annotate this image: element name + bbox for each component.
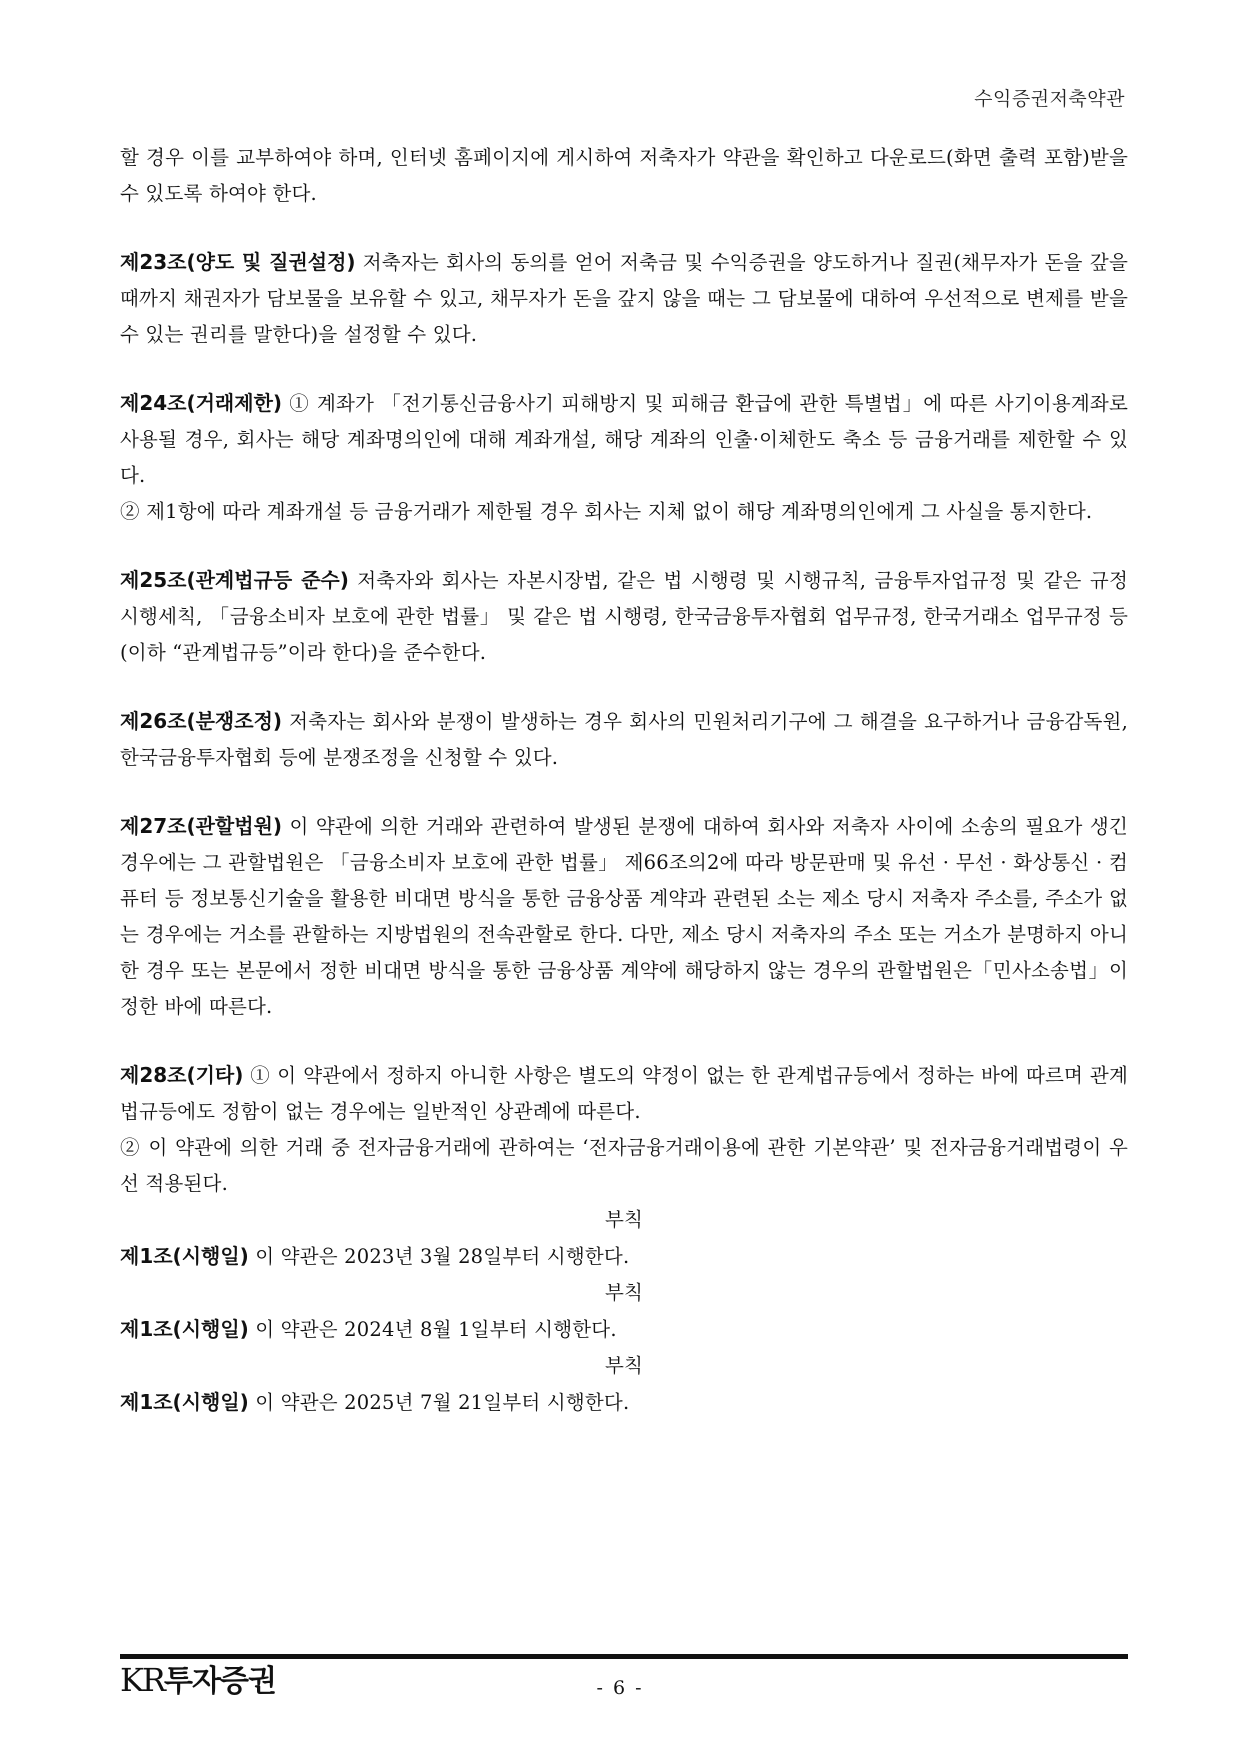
article-24-title: 제24조(거래제한) [120,391,283,415]
addendum-3-title: 제1조(시행일) [120,1390,249,1414]
article-26 [120,703,1128,776]
addendum-3 [120,1384,1128,1421]
article-28 [120,1057,1128,1130]
addendum-1-text: 이 약관은 2023년 3월 28일부터 시행한다. [255,1245,630,1268]
article-24-para-2: ② 제1항에 따라 계좌개설 등 금융거래가 제한될 경우 회사는 지체 없이 해당 계좌명의인에게 그 사실을 통지한다. [120,500,1093,523]
article-27-text: 이 약관에 의한 거래와 관련하여 발생된 분쟁에 대하여 회사와 저축자 사이에 소송의 필요가 생긴 경우에는 그 관할법원은 「금융소비자 보호에 관한 법률」 제66조의2에 따라 방문판매 및 유선 · 무선 · 화상통신 · 컴퓨터 등 정보통신기술을 활용한 비대면 방식을 통한 금융상품 계약과 관련된 소는 제소 당시 저축자 주소를, 주소가 없는 경우에는 거소를 관할하는 지방법원의 전속관할로 한다. 다만, 제소 당시 저축자의 주소 또는 거소가 분명하지 아니한 경우 또는 본문에서 정한 비대면 방식을 통한 금융상품 계약에 해당하지 않는 경우의 관할법원은「민사소송법」이 정한 바에 따른다. [120,815,1129,1018]
article-26-title: 제26조(분쟁조정) [120,709,283,733]
addendum-1 [120,1238,1128,1275]
addendum-3-heading: 부칙 [604,1354,644,1377]
addendum-2 [120,1311,1128,1348]
article-25-text: 저축자와 회사는 자본시장법, 같은 법 시행령 및 시행규칙, 금융투자업규정 및 같은 규정 시행세칙, 「금융소비자 보호에 관한 법률」 및 같은 법 시행령, 한국금융투자협회 업무규정, 한국거래소 업무규정 등(이하 “관계법규등”이라 한다)을 준수한다. [120,569,1128,664]
page-number: - 6 - [596,1677,644,1699]
intro-paragraph: 할 경우 이를 교부하여야 하며, 인터넷 홈페이지에 게시하여 저축자가 약관을 확인하고 다운로드(화면 출력 포함)받을 수 있도록 하여야 한다. [120,146,1128,205]
article-25-title: 제25조(관계법규등 준수) [120,568,349,592]
addendum-3-text: 이 약관은 2025년 7월 21일부터 시행한다. [255,1391,630,1414]
addendum-1-title: 제1조(시행일) [120,1244,249,1268]
article-28-title: 제28조(기타) [120,1063,244,1087]
article-27 [120,808,1128,1025]
article-23-title: 제23조(양도 및 질권설정) [120,250,356,274]
footer-divider [120,1654,1128,1659]
article-28-para-1: ① 이 약관에서 정하지 아니한 사항은 별도의 약정이 없는 한 관계법규등에서 정하는 바에 따르며 관계법규등에도 정함이 없는 경우에는 일반적인 상관례에 따른다. [120,1064,1128,1123]
article-27-title: 제27조(관할법원) [120,814,283,838]
article-26-text: 저축자는 회사와 분쟁이 발생하는 경우 회사의 민원처리기구에 그 해결을 요구하거나 금융감독원, 한국금융투자협회 등에 분쟁조정을 신청할 수 있다. [120,710,1128,769]
article-23 [120,244,1128,353]
addendum-2-title: 제1조(시행일) [120,1317,249,1341]
addendum-2-text: 이 약관은 2024년 8월 1일부터 시행한다. [255,1318,617,1341]
article-28-para-2: ② 이 약관에 의한 거래 중 전자금융거래에 관하여는 ‘전자금융거래이용에 관한 기본약관’ 및 전자금융거래법령이 우선 적용된다. [120,1136,1128,1195]
company-logo-latin: KR [120,1661,164,1699]
article-23-text: 저축자는 회사의 동의를 얻어 저축금 및 수익증권을 양도하거나 질권(채무자가 돈을 갚을 때까지 채권자가 담보물을 보유할 수 있고, 채무자가 돈을 갚지 않을 때는 그 담보물에 대하여 우선적으로 변제를 받을 수 있는 권리를 말한다)을 설정할 수 있다. [120,251,1128,346]
document-body [120,140,1128,1421]
company-logo-korean: 투자증권 [164,1664,276,1699]
article-24-para-1: ① 계좌가 「전기통신금융사기 피해방지 및 피해금 환급에 관한 특별법」에 따른 사기이용계좌로 사용될 경우, 회사는 해당 계좌명의인에 대해 계좌개설, 해당 계좌의 인출·이체한도 축소 등 금융거래를 제한할 수 있다. [120,392,1128,487]
article-24 [120,385,1128,494]
article-25 [120,562,1128,671]
document-header-title: 수익증권저축약관 [974,88,1125,110]
addendum-1-heading: 부칙 [604,1208,644,1231]
addendum-2-heading: 부칙 [604,1281,644,1304]
